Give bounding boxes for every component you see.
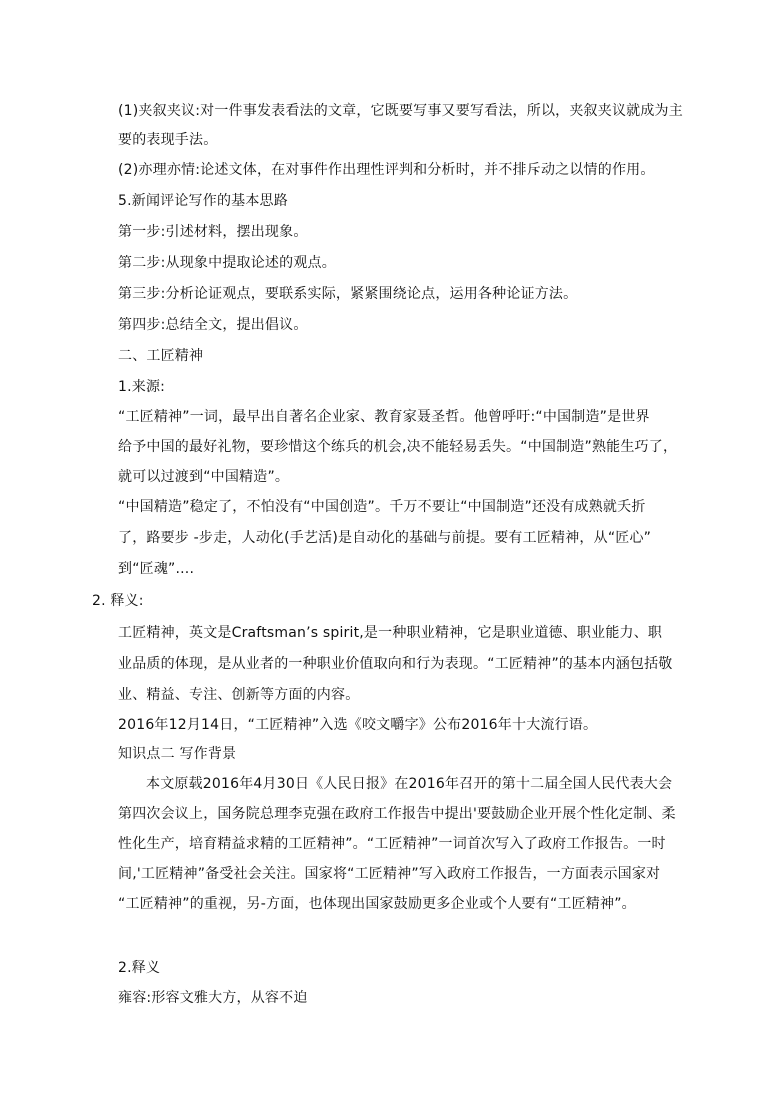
paragraph-line: 第一步:引述材料，摆出现象。 [118,224,308,240]
paragraph-line: 业品质的体现，是从业者的一种职业价值取向和行为表现。“工匠精神”的基本内涵包括敬 [118,656,673,672]
paragraph-line: 间,'工匠精神”备受社会关注。国家将“工匠精神”写入政府工作报告，一方面表示国家对 [118,866,661,882]
paragraph-line: “工匠精神”一词，最早出自著名企业家、教育家聂圣哲。他曾呼吁:“中国制造”是世界 [118,409,650,425]
section-heading: 知识点二 写作背景 [118,746,237,762]
paragraph-line: 了，路要步 -步走，人动化(手艺活)是自动化的基础与前提。要有工匠精神，从“匠心” [118,530,652,546]
paragraph-line: 业、精益、专注、创新等方面的内容。 [118,687,360,703]
paragraph-line: 到“匠魂”.... [118,561,195,577]
subsection-heading: 1.来源: [118,379,166,395]
section-heading: 二、工匠精神 [118,348,204,364]
subsection-heading: 2. 释义: [92,593,144,609]
paragraph-line: 雍容:形容文雅大方，从容不迫 [118,990,308,1006]
paragraph-line: “工匠精神”的重视，另-方面，也体现出国家鼓励更多企业或个人要有“工匠精神”。 [118,896,636,912]
paragraph-line: 第四次会议上，国务院总理李克强在政府工作报告中提出'要鼓励企业开展个性化定制、柔 [118,806,676,822]
paragraph-line: “中国精造”稳定了，不怕没有“中国创造”。千万不要让“中国制造”还没有成熟就夭折 [118,499,646,515]
paragraph-line: 第三步:分析论证观点，要联系实际，紧紧围绕论点，运用各种论证方法。 [118,286,578,302]
paragraph-line: 第四步:总结全文，提出倡议。 [118,317,308,333]
paragraph-line: 要的表现手法。 [118,132,218,148]
paragraph-line: 工匠精神，英文是Craftsman’s spirit,是一种职业精神，它是职业道德、职业能力、职 [118,625,663,641]
section-heading: 5.新闻评论写作的基本思路 [118,193,288,209]
paragraph-line: (2)亦理亦情:论述文体，在对事件作出理性评判和分析时，并不排斥动之以情的作用。 [118,162,655,178]
paragraph-line: 给予中国的最好礼物，要珍惜这个练兵的机会,决不能轻易丢失。“中国制造”熟能生巧了， [118,439,678,455]
paragraph-line: (1)夹叙夹议:对一件事发表看法的文章，它既要写事又要写看法，所以，夹叙夹议就成为主 [118,103,683,119]
paragraph-line: 本文原载2016年4月30日《人民日报》在2016年召开的第十二届全国人民代表大会 [146,776,673,792]
paragraph-line: 第二步:从现象中提取论述的观点。 [118,255,336,271]
paragraph-line: 2016年12月14日，“工匠精神”入选《咬文嚼字》公布2016年十大流行语。 [118,717,598,733]
paragraph-line: 就可以过渡到“中国精造”。 [118,469,290,485]
paragraph-line: 性化生产，培育精益求精的工匠精神”。“工匠精神”一词首次写入了政府工作报告。一时 [118,836,666,852]
subsection-heading: 2.释义 [118,960,161,976]
